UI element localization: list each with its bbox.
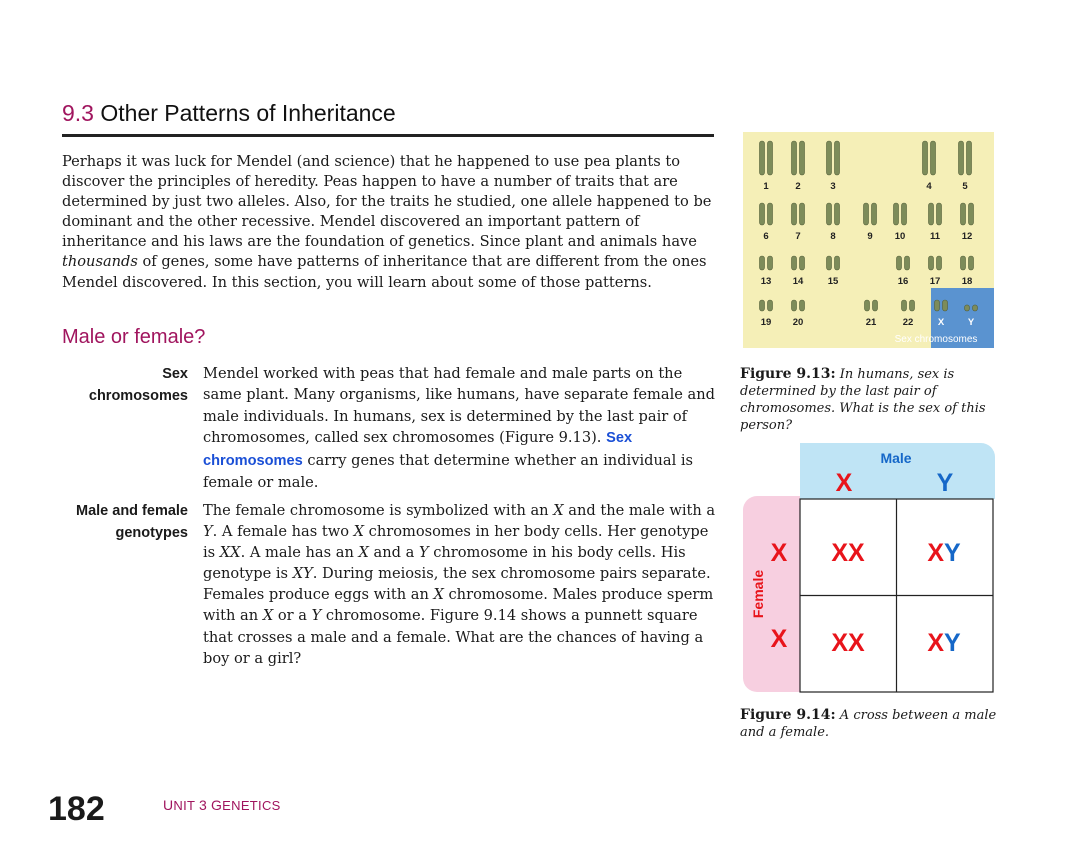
sex-chromosomes-paragraph — [203, 363, 718, 493]
chromosome-number: 5 — [962, 181, 968, 192]
chromosome-shape — [931, 141, 936, 175]
chromosome-shape — [827, 203, 832, 225]
chromosome-shape — [835, 141, 840, 175]
chromosome-number: 11 — [929, 231, 941, 242]
punnett-cell-genotype: XY — [927, 629, 961, 657]
intro-text-2: of genes, some have patterns of inheritance that are different from the ones Mendel discovered. In this section, you will learn about some of those patterns. — [62, 253, 707, 291]
karyotype-illustration — [743, 132, 994, 348]
figure-9-14-caption — [740, 707, 1000, 741]
caption-text: A cross between a male and a female. — [740, 708, 997, 740]
chromosome-number: 21 — [865, 317, 877, 328]
chromosome-number: 1 — [763, 181, 769, 192]
chromosome-shape — [935, 300, 940, 311]
chromosome-shape — [965, 305, 970, 311]
intro-emphasis: thousands — [62, 253, 138, 271]
chromosome-number: 22 — [902, 317, 914, 328]
intro-paragraph — [62, 152, 714, 293]
glossary-term[interactable]: Sex chromosomes — [203, 430, 633, 469]
male-allele-x: X — [835, 469, 853, 497]
chromosome-number: 2 — [795, 181, 801, 192]
female-label: Female — [750, 569, 766, 619]
chromosome-shape — [760, 300, 765, 311]
paragraph-text: carry genes that determine whether an individual is female or male. — [203, 451, 694, 492]
heading-rule — [62, 134, 714, 137]
chromosome-shape — [864, 203, 869, 225]
punnett-cell-genotype: XY — [927, 539, 961, 567]
chromosome-shape — [835, 203, 840, 225]
section-number: 9.3 — [62, 100, 94, 126]
chromosome-shape — [973, 305, 978, 311]
chromosome-number: 17 — [929, 276, 941, 287]
chromosome-shape — [792, 203, 797, 225]
side-label-sex-chromosomes — [62, 363, 188, 407]
chromosome-number: 18 — [961, 276, 973, 287]
chromosome-number: 20 — [792, 317, 804, 328]
chromosome-shape — [760, 203, 765, 225]
figure-label: Figure 9.13: — [740, 366, 836, 382]
chromosome-shape — [905, 256, 910, 270]
caption-text: In humans, sex is determined by the last pair of chromosomes. What is the sex of this person? — [740, 367, 986, 433]
chromosome-shape — [943, 300, 948, 311]
page-number: 182 — [48, 790, 105, 828]
chromosome-shape — [959, 141, 964, 175]
side-label-line: genotypes — [115, 525, 188, 541]
section-title: Other Patterns of Inheritance — [100, 100, 396, 126]
chromosome-shape — [768, 203, 773, 225]
intro-text-1: Perhaps it was luck for Mendel (and science) that he happened to use pea plants to discover the principles of heredity. Peas happen to have a number of traits that are determined by just two alleles. Also, for the traits he studied, one allele happened to be dominant and the other recessive. Mendel discovered an important pattern of inheritance and his laws are the foundation of genetics. Since plant and animals have — [62, 153, 712, 251]
male-label: Male — [880, 450, 912, 466]
chromosome-number: 14 — [792, 276, 804, 287]
chromosome-shape — [961, 256, 966, 270]
subheading: Male or female? — [62, 326, 206, 348]
side-label-line: Male and female — [75, 503, 188, 519]
chromosome-shape — [760, 256, 765, 270]
chromosome-shape — [768, 256, 773, 270]
chromosome-shape — [967, 141, 972, 175]
chromosome-shape — [897, 256, 902, 270]
side-label-genotypes — [62, 500, 188, 544]
chromosome-shape — [800, 256, 805, 270]
sex-chromosomes-label: Sex chromosomes — [894, 334, 978, 345]
chromosome-shape — [961, 203, 966, 225]
chromosome-number: 12 — [961, 231, 973, 242]
chromosome-shape — [865, 300, 870, 311]
chromosome-shape — [800, 141, 805, 175]
chromosome-number: 15 — [827, 276, 839, 287]
chromosome-number: 4 — [926, 181, 932, 192]
chromosome-number: 8 — [830, 231, 836, 242]
chromosome-number: 9 — [867, 231, 873, 242]
chromosome-shape — [894, 203, 899, 225]
chromosome-shape — [937, 256, 942, 270]
punnett-diagram — [743, 443, 995, 693]
chromosome-number: 19 — [760, 317, 772, 328]
chromosome-shape — [792, 300, 797, 311]
running-footer: UNIT 3 GENETICS — [163, 797, 281, 813]
chromosome-number: 6 — [763, 231, 769, 242]
chromosome-shape — [937, 203, 942, 225]
genotypes-paragraph: The female chromosome is symbolized with an X and the male with a Y. A female has two X chromosomes in her body cells. Her genotype is XX. A male has an X and a Y chromosome in his body cells. His genotype is XY. During meiosis, the sex chromosome pairs separate. Females produce eggs with an X chromosome. Males produce sperm with an X or a Y chromosome. Figure 9.14 shows a punnett square that crosses a male and a female. What are the chances of having a boy or a girl? — [203, 502, 716, 667]
chromosome-shape — [792, 141, 797, 175]
chromosome-shape — [792, 256, 797, 270]
chromosome-number: 7 — [795, 231, 801, 242]
chromosome-shape — [902, 203, 907, 225]
female-allele-x: X — [770, 539, 788, 567]
side-label-line: chromosomes — [88, 388, 188, 404]
chromosome-shape — [969, 256, 974, 270]
chromosome-number: 13 — [760, 276, 772, 287]
chromosome-shape — [768, 141, 773, 175]
figure-9-13-caption — [740, 366, 992, 434]
chromosome-shape — [910, 300, 915, 311]
female-allele-x: X — [770, 625, 788, 653]
chromosome-number: X — [937, 317, 945, 328]
chromosome-number: 3 — [830, 181, 836, 192]
chromosome-number: Y — [967, 317, 975, 328]
chromosome-number: 16 — [897, 276, 909, 287]
chromosome-shape — [827, 256, 832, 270]
chromosome-shape — [929, 203, 934, 225]
side-label-line: Sex — [162, 366, 188, 382]
chromosome-shape — [768, 300, 773, 311]
punnett-cell-genotype: XX — [831, 629, 865, 657]
chromosome-shape — [827, 141, 832, 175]
punnett-cell-genotype: XX — [831, 539, 865, 567]
section-heading — [62, 100, 396, 127]
chromosome-shape — [902, 300, 907, 311]
chromosome-number: 10 — [894, 231, 906, 242]
chromosome-shape — [929, 256, 934, 270]
chromosome-shape — [969, 203, 974, 225]
punnett-square — [743, 443, 995, 697]
figure-label: Figure 9.14: — [740, 707, 836, 723]
chromosome-shape — [800, 300, 805, 311]
chromosome-shape — [873, 300, 878, 311]
karyotype-image — [743, 132, 994, 348]
chromosome-shape — [760, 141, 765, 175]
chromosome-shape — [923, 141, 928, 175]
chromosome-shape — [872, 203, 877, 225]
male-allele-y: Y — [936, 469, 954, 497]
paragraph-text: Mendel worked with peas that had female and male parts on the same plant. Many organisms, like humans, have separate female and male individuals. In humans, sex is determined by the last pair of chromosomes, called sex chromosomes (Figure 9.13). — [203, 365, 715, 447]
chromosome-shape — [800, 203, 805, 225]
chromosome-shape — [835, 256, 840, 270]
